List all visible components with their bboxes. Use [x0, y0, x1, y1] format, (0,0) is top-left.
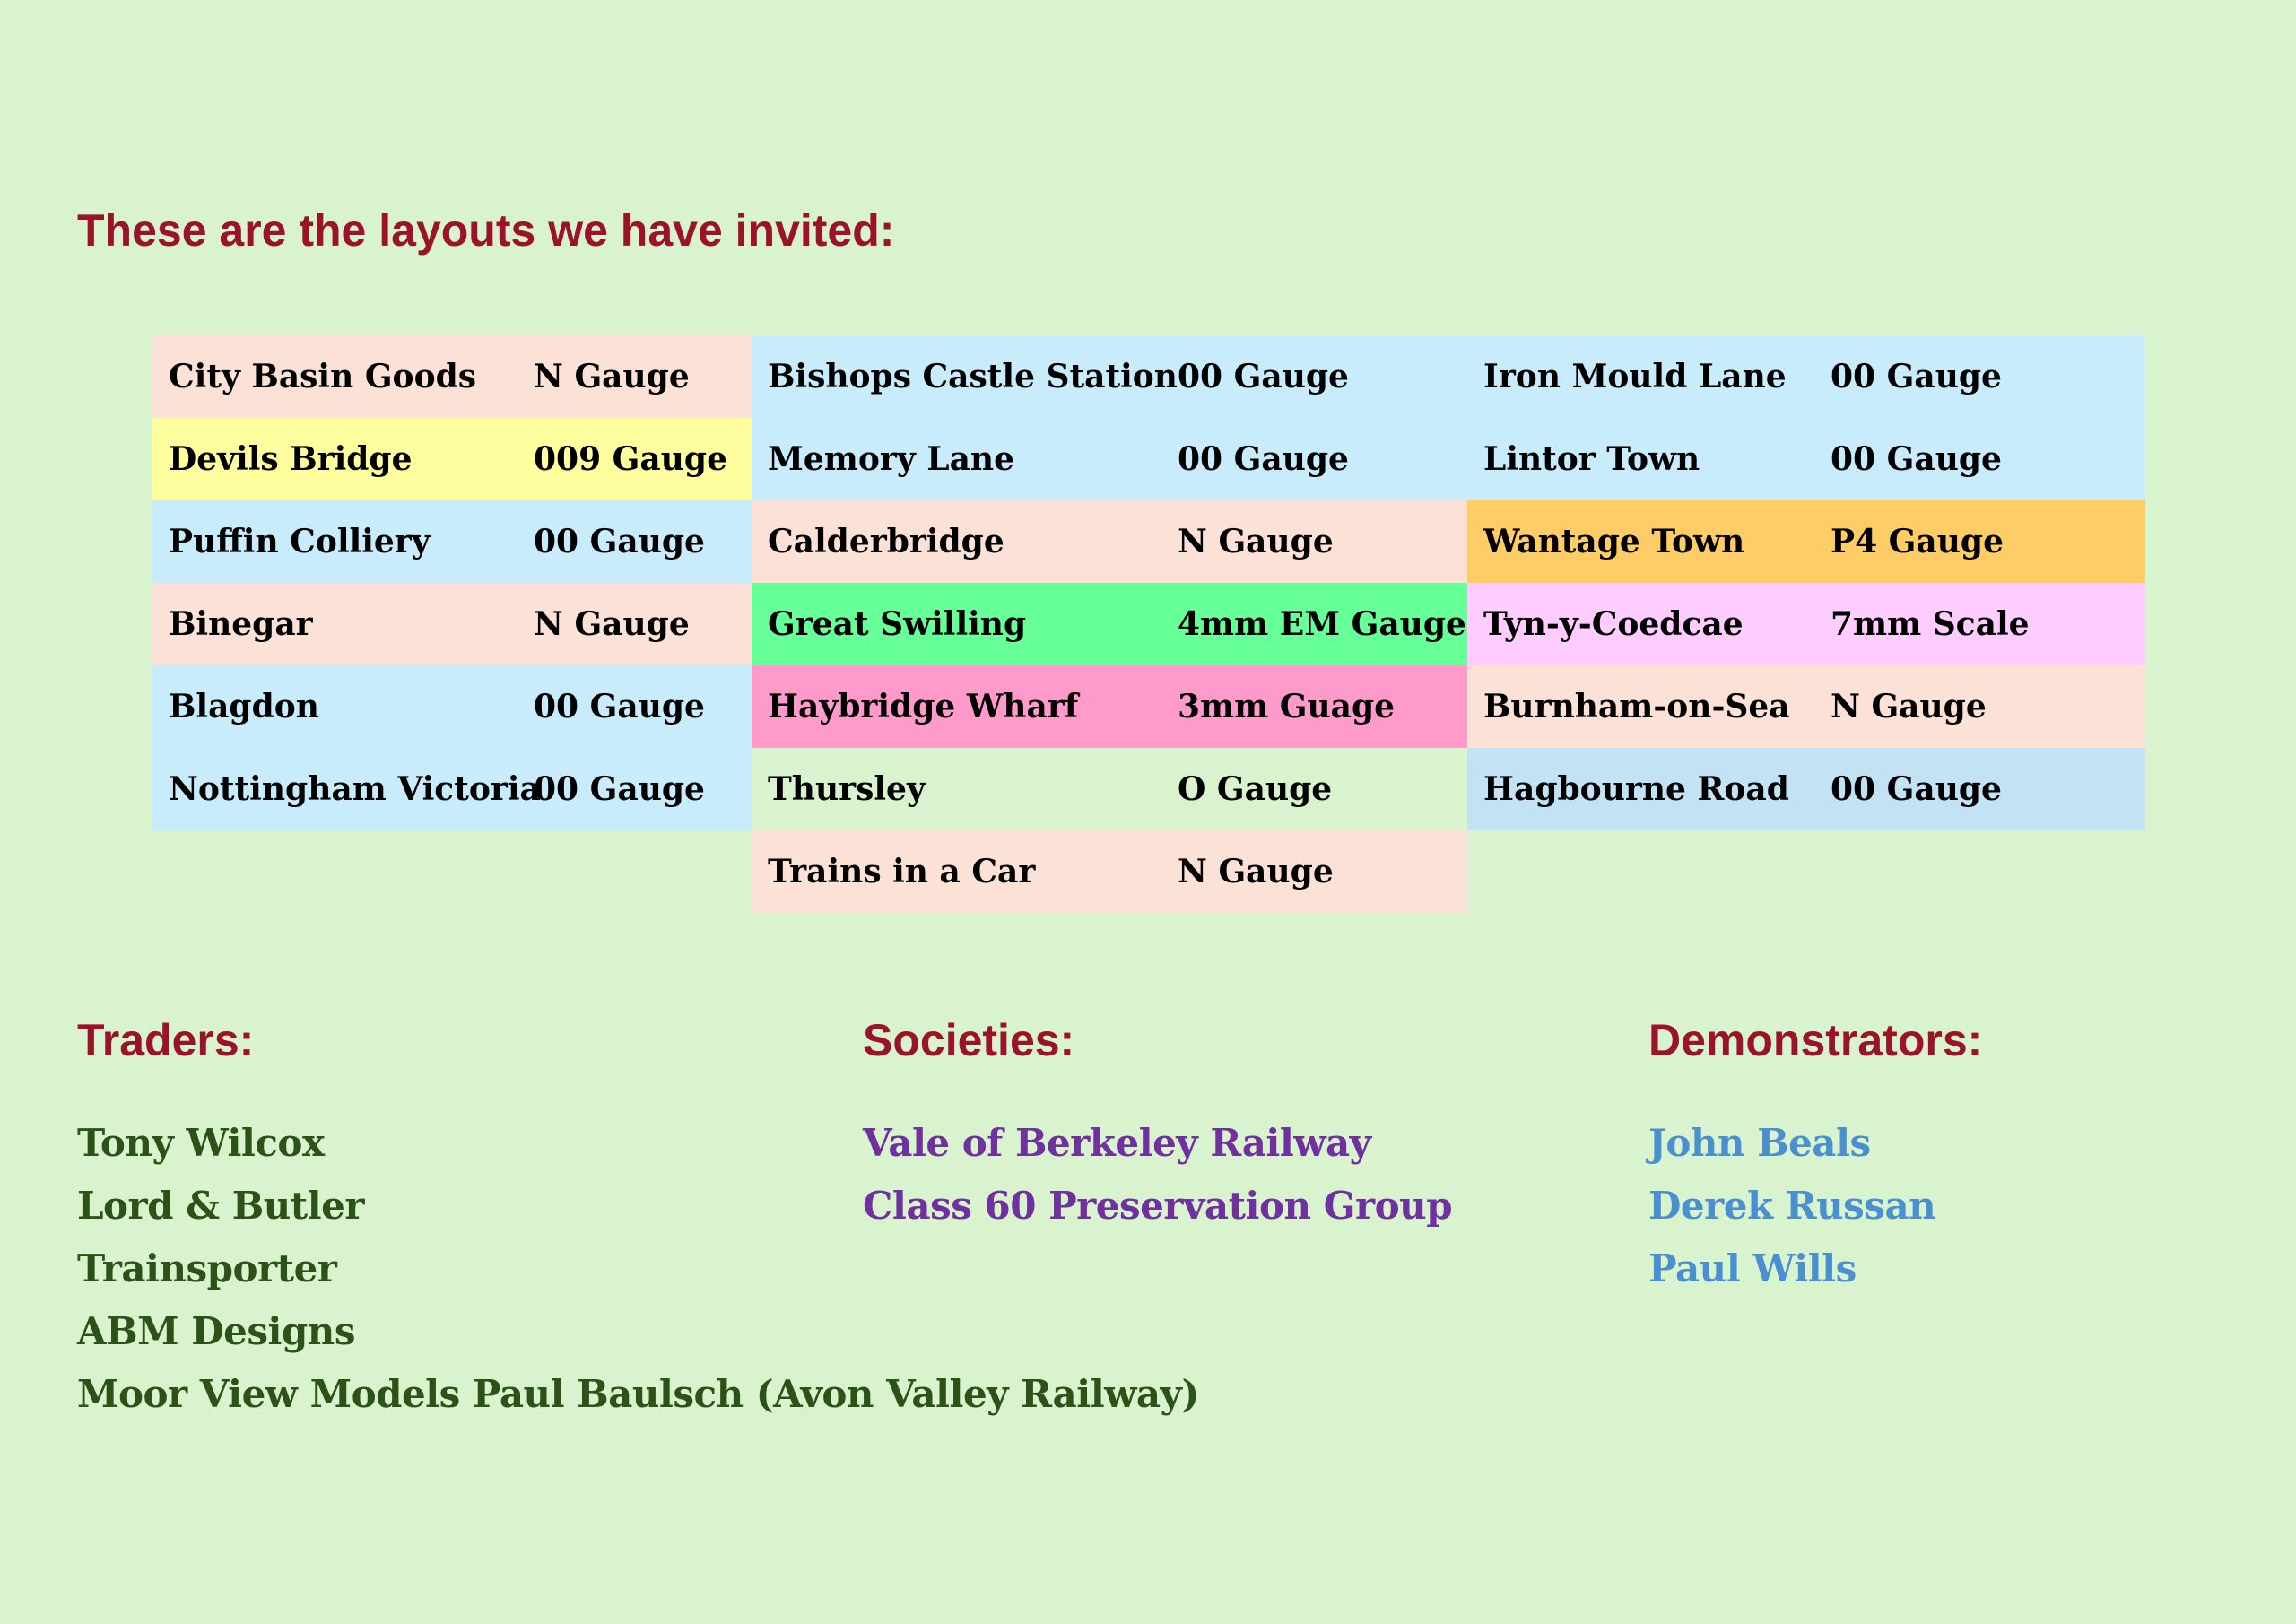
- layout-gauge: O Gauge: [1178, 770, 1333, 808]
- layout-name: Lintor Town: [1483, 440, 1700, 478]
- trader-item: Tony Wilcox: [77, 1121, 325, 1165]
- layout-gauge: 3mm Guage: [1178, 688, 1396, 725]
- layout-gauge: 00 Gauge: [1178, 358, 1349, 395]
- layout-row: [1467, 335, 2145, 418]
- layout-row: [752, 665, 1467, 748]
- layout-row: [152, 500, 752, 583]
- layout-name: Nottingham Victoria: [169, 770, 541, 808]
- layout-name: Memory Lane: [768, 440, 1014, 478]
- layout-row: [752, 583, 1467, 665]
- trader-item: Lord & Butler: [77, 1184, 364, 1228]
- layout-gauge: 00 Gauge: [1178, 440, 1349, 478]
- layout-gauge: 00 Gauge: [1831, 770, 2002, 808]
- layout-name: Haybridge Wharf: [768, 688, 1079, 725]
- layout-gauge: P4 Gauge: [1831, 523, 2004, 560]
- layout-name: Binegar: [169, 605, 313, 643]
- layout-row: [152, 418, 752, 500]
- layout-row: [752, 335, 1467, 418]
- layout-gauge: 4mm EM Gauge: [1178, 605, 1466, 643]
- layout-gauge: N Gauge: [1178, 853, 1334, 890]
- layout-row: [1467, 500, 2145, 583]
- layout-name: Wantage Town: [1483, 523, 1745, 560]
- layouts-table: [152, 335, 2145, 915]
- layout-gauge: 00 Gauge: [1831, 358, 2002, 395]
- trader-item: Moor View Models Paul Baulsch (Avon Valley Railway): [77, 1372, 1199, 1416]
- layout-name: Hagbourne Road: [1483, 770, 1789, 808]
- demonstrator-item: Derek Russan: [1648, 1184, 1936, 1228]
- layout-row: [752, 748, 1467, 830]
- layout-name: Iron Mould Lane: [1483, 358, 1787, 395]
- layout-name: Thursley: [768, 770, 926, 808]
- page-title: These are the layouts we have invited:: [77, 205, 895, 256]
- layout-gauge: N Gauge: [534, 358, 690, 395]
- layout-gauge: N Gauge: [1831, 688, 1987, 725]
- layout-gauge: 009 Gauge: [534, 440, 727, 478]
- layout-row: [1467, 583, 2145, 665]
- layout-row: [152, 335, 752, 418]
- demonstrator-item: Paul Wills: [1648, 1246, 1857, 1290]
- layout-row: [1467, 748, 2145, 830]
- layout-name: Blagdon: [169, 688, 319, 725]
- layout-name: Trains in a Car: [768, 853, 1036, 890]
- layout-name: Tyn-y-Coedcae: [1483, 605, 1744, 643]
- layout-gauge: N Gauge: [534, 605, 690, 643]
- layout-gauge: 7mm Scale: [1831, 605, 2030, 643]
- layout-row: [1467, 418, 2145, 500]
- layout-gauge: 00 Gauge: [1831, 440, 2002, 478]
- demonstrator-item: John Beals: [1648, 1121, 1871, 1165]
- layout-row: [752, 500, 1467, 583]
- layout-row: [152, 583, 752, 665]
- layout-name: Burnham-on-Sea: [1483, 688, 1790, 725]
- layout-row: [752, 418, 1467, 500]
- demonstrators-heading: Demonstrators:: [1648, 1015, 1983, 1065]
- layout-gauge: 00 Gauge: [534, 523, 705, 560]
- layout-row: [152, 748, 752, 830]
- layout-name: Puffin Colliery: [169, 523, 430, 560]
- trader-item: Trainsporter: [77, 1246, 337, 1290]
- layout-gauge: N Gauge: [1178, 523, 1334, 560]
- layout-name: Great Swilling: [768, 605, 1027, 643]
- layout-name: Devils Bridge: [169, 440, 413, 478]
- society-item: Vale of Berkeley Railway: [863, 1121, 1371, 1165]
- layout-gauge: 00 Gauge: [534, 770, 705, 808]
- layout-name: Calderbridge: [768, 523, 1004, 560]
- trader-item: ABM Designs: [77, 1309, 355, 1353]
- layout-row: [152, 665, 752, 748]
- societies-heading: Societies:: [863, 1015, 1075, 1065]
- layout-row: [752, 830, 1467, 913]
- layout-name: City Basin Goods: [169, 358, 477, 395]
- layout-name: Bishops Castle Station: [768, 358, 1178, 395]
- layout-row: [1467, 665, 2145, 748]
- society-item: Class 60 Preservation Group: [863, 1184, 1453, 1228]
- layout-gauge: 00 Gauge: [534, 688, 705, 725]
- traders-heading: Traders:: [77, 1015, 255, 1065]
